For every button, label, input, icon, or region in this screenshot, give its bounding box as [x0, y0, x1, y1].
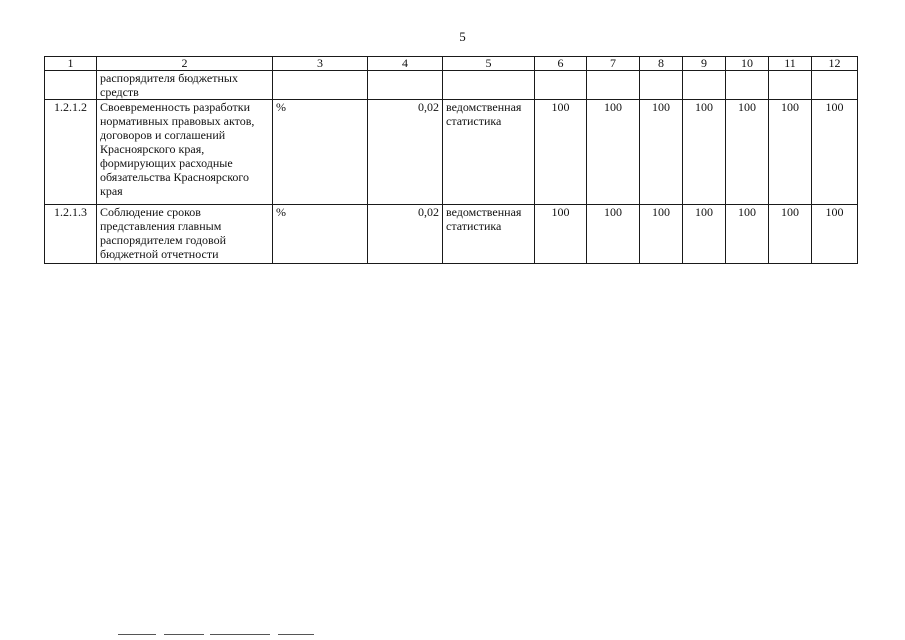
value-cell: 100: [640, 205, 683, 264]
value-cell: 100: [769, 100, 812, 205]
page-number: 5: [459, 29, 466, 44]
value-cell: 100: [683, 205, 726, 264]
value-cell: [812, 71, 858, 100]
value-cell: [640, 71, 683, 100]
unit-cell: %: [273, 205, 368, 264]
indicators-table: [44, 56, 858, 264]
indicator-name-cell: распорядителя бюджетных средств: [97, 71, 273, 100]
column-header: 6: [535, 57, 587, 71]
weight-cell: [368, 71, 443, 100]
column-header: 1: [45, 57, 97, 71]
value-cell: [769, 71, 812, 100]
weight-cell: 0,02: [368, 100, 443, 205]
column-header: 11: [769, 57, 812, 71]
column-header: 8: [640, 57, 683, 71]
weight-cell: 0,02: [368, 205, 443, 264]
value-cell: 100: [812, 100, 858, 205]
column-header: 7: [587, 57, 640, 71]
table-row: [45, 100, 858, 205]
column-header: 4: [368, 57, 443, 71]
source-cell: [443, 71, 535, 100]
value-cell: 100: [640, 100, 683, 205]
value-cell: 100: [535, 100, 587, 205]
column-header: 12: [812, 57, 858, 71]
value-cell: 100: [535, 205, 587, 264]
column-header: 9: [683, 57, 726, 71]
source-cell: ведомственная статистика: [443, 100, 535, 205]
column-header: 2: [97, 57, 273, 71]
indicator-name-cell: Соблюдение сроков представления главным распорядителем годовой бюджетной отчетности: [97, 205, 273, 264]
value-cell: 100: [587, 205, 640, 264]
indicator-name-cell: Своевременность разработки нормативных правовых актов, договоров и соглашений Красноярского края, формирующих расходные обязательства Красноярского края: [97, 100, 273, 205]
table-row: [45, 205, 858, 264]
value-cell: 100: [726, 205, 769, 264]
row-number-cell: 1.2.1.3: [45, 205, 97, 264]
unit-cell: [273, 71, 368, 100]
column-header: 10: [726, 57, 769, 71]
value-cell: [535, 71, 587, 100]
table-row: [45, 71, 858, 100]
value-cell: 100: [769, 205, 812, 264]
value-cell: 100: [812, 205, 858, 264]
source-cell: ведомственная статистика: [443, 205, 535, 264]
footer-rule: [118, 634, 318, 636]
value-cell: [726, 71, 769, 100]
value-cell: 100: [683, 100, 726, 205]
column-header: 5: [443, 57, 535, 71]
column-header: 3: [273, 57, 368, 71]
header-row: [45, 57, 858, 71]
value-cell: 100: [726, 100, 769, 205]
unit-cell: %: [273, 100, 368, 205]
row-number-cell: 1.2.1.2: [45, 100, 97, 205]
value-cell: [683, 71, 726, 100]
row-number-cell: [45, 71, 97, 100]
value-cell: 100: [587, 100, 640, 205]
value-cell: [587, 71, 640, 100]
